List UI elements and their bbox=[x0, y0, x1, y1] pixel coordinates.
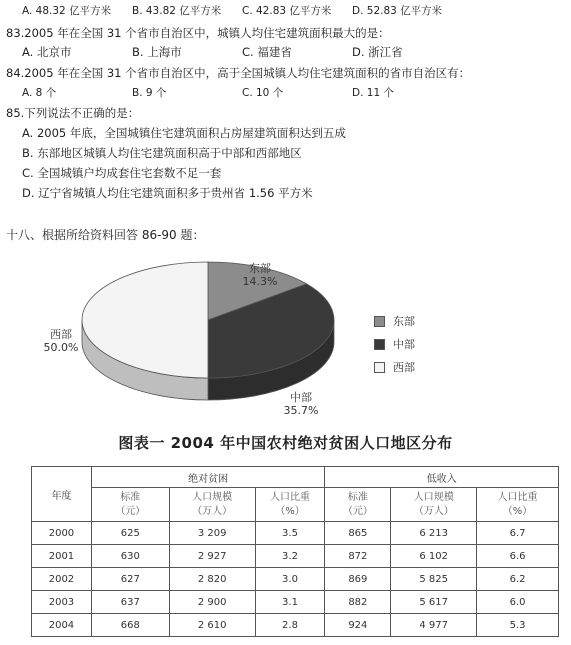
table-cell: 869 bbox=[325, 568, 391, 591]
q85-option-c: C. 全国城镇户均成套住宅套数不足一套 bbox=[22, 166, 222, 180]
table-cell: 2.8 bbox=[255, 614, 325, 637]
table-cell: 5.3 bbox=[477, 614, 559, 637]
table-sub-header-unit: （万人） bbox=[192, 505, 233, 517]
legend-item-central bbox=[374, 336, 415, 352]
table-sub-header-line: 人口规模 bbox=[192, 491, 233, 503]
table-header-year: 年度 bbox=[32, 467, 92, 522]
pie-label-west-name: 西部 bbox=[50, 328, 72, 341]
table-row bbox=[32, 522, 559, 545]
q84-option-d: D. 11 个 bbox=[352, 87, 394, 99]
table-cell: 865 bbox=[325, 522, 391, 545]
q83-option-b: B. 上海市 bbox=[132, 45, 182, 59]
table-cell: 3.1 bbox=[255, 591, 325, 614]
table-cell: 882 bbox=[325, 591, 391, 614]
table-sub-header-unit: （万人） bbox=[413, 505, 454, 517]
table-cell-year: 2003 bbox=[32, 591, 92, 614]
table-cell: 630 bbox=[91, 545, 169, 568]
table-cell: 3.2 bbox=[255, 545, 325, 568]
table-sub-header-unit: （元） bbox=[115, 505, 146, 517]
q85-option-b: B. 东部地区城镇人均住宅建筑面积高于中部和西部地区 bbox=[22, 146, 302, 160]
table-sub-header-unit: （%） bbox=[502, 505, 533, 517]
pie-label-west bbox=[36, 328, 86, 354]
table-sub-header-unit: （%） bbox=[275, 505, 305, 517]
legend-label-west: 西部 bbox=[393, 361, 415, 374]
table-sub-header-line: 标准 bbox=[347, 491, 368, 503]
table-cell: 2 820 bbox=[169, 568, 255, 591]
table-cell: 6.2 bbox=[477, 568, 559, 591]
pie-label-central-percent: 35.7% bbox=[283, 404, 319, 417]
table-sub-header-line: 标准 bbox=[120, 491, 141, 503]
legend-swatch-east bbox=[374, 316, 385, 327]
table-sub-header bbox=[255, 488, 325, 522]
table-cell: 872 bbox=[325, 545, 391, 568]
legend-swatch-west bbox=[374, 362, 385, 373]
table-cell: 924 bbox=[325, 614, 391, 637]
table-row bbox=[32, 614, 559, 637]
pie-label-east-name: 东部 bbox=[249, 262, 271, 275]
table-cell: 5 617 bbox=[391, 591, 477, 614]
q85-option-d: D. 辽宁省城镇人均住宅建筑面积多于贵州省 1.56 平方米 bbox=[22, 186, 313, 200]
q83-option-d: D. 浙江省 bbox=[352, 45, 403, 59]
table-sub-header-line: 人口比重 bbox=[497, 491, 538, 503]
q84-question: 84.2005 年在全国 31 个省市自治区中，高于全国城镇人均住宅建筑面积的省市自治区有： bbox=[6, 66, 471, 80]
table-row bbox=[32, 545, 559, 568]
table-cell: 625 bbox=[91, 522, 169, 545]
table-cell: 3.5 bbox=[255, 522, 325, 545]
table-group-header-row bbox=[32, 467, 559, 488]
q82-option-b: B. 43.82 亿平方米 bbox=[132, 5, 222, 17]
table-row bbox=[32, 591, 559, 614]
table-sub-header-row bbox=[32, 488, 559, 522]
q85-option-a: A. 2005 年底，全国城镇住宅建筑面积占房屋建筑面积达到五成 bbox=[22, 126, 346, 140]
q83-option-c: C. 福建省 bbox=[242, 45, 292, 59]
q82-option-c: C. 42.83 亿平方米 bbox=[242, 5, 332, 17]
table-cell-year: 2004 bbox=[32, 614, 92, 637]
chart-title: 图表一 2004 年中国农村绝对贫困人口地区分布 bbox=[118, 434, 453, 452]
table-cell-year: 2001 bbox=[32, 545, 92, 568]
legend-label-central: 中部 bbox=[393, 338, 415, 351]
q82-option-a: A. 48.32 亿平方米 bbox=[22, 5, 112, 17]
poverty-table bbox=[31, 466, 559, 637]
table-cell: 627 bbox=[91, 568, 169, 591]
table-cell: 668 bbox=[91, 614, 169, 637]
pie-label-central-name: 中部 bbox=[290, 391, 312, 404]
table-cell: 6 213 bbox=[391, 522, 477, 545]
table-cell: 2 927 bbox=[169, 545, 255, 568]
pie-label-west-percent: 50.0% bbox=[43, 341, 79, 354]
q84-option-c: C. 10 个 bbox=[242, 87, 284, 99]
table-cell: 6.7 bbox=[477, 522, 559, 545]
pie-label-central bbox=[276, 391, 326, 417]
table-header-low-income: 低收入 bbox=[325, 467, 559, 488]
table-body bbox=[32, 522, 559, 637]
legend-label-east: 东部 bbox=[393, 315, 415, 328]
table-header-absolute-poverty: 绝对贫困 bbox=[91, 467, 325, 488]
table-cell: 3.0 bbox=[255, 568, 325, 591]
table-cell-year: 2002 bbox=[32, 568, 92, 591]
table-cell: 5 825 bbox=[391, 568, 477, 591]
table-sub-header bbox=[477, 488, 559, 522]
section-18-heading: 十八、根据所给资料回答 86-90 题： bbox=[6, 228, 205, 242]
legend-item-west bbox=[374, 359, 415, 375]
q83-question: 83.2005 年在全国 31 个省市自治区中，城镇人均住宅建筑面积最大的是： bbox=[6, 26, 390, 40]
table-cell: 2 900 bbox=[169, 591, 255, 614]
table-cell: 4 977 bbox=[391, 614, 477, 637]
table-sub-header-unit: （元） bbox=[342, 505, 373, 517]
table-cell: 6.0 bbox=[477, 591, 559, 614]
legend-swatch-central bbox=[374, 339, 385, 350]
q83-option-a: A. 北京市 bbox=[22, 45, 72, 59]
table-sub-header bbox=[169, 488, 255, 522]
table-row bbox=[32, 568, 559, 591]
table-cell: 6 102 bbox=[391, 545, 477, 568]
q85-question: 85.下列说法不正确的是： bbox=[6, 106, 140, 120]
table-sub-header-line: 人口规模 bbox=[413, 491, 454, 503]
legend-item-east bbox=[374, 313, 415, 329]
q84-option-a: A. 8 个 bbox=[22, 87, 57, 99]
q84-option-b: B. 9 个 bbox=[132, 87, 167, 99]
table-cell: 637 bbox=[91, 591, 169, 614]
table-cell: 6.6 bbox=[477, 545, 559, 568]
table-sub-header bbox=[391, 488, 477, 522]
table-sub-header-line: 人口比重 bbox=[269, 491, 310, 503]
table-cell-year: 2000 bbox=[32, 522, 92, 545]
q82-option-d: D. 52.83 亿平方米 bbox=[352, 5, 443, 17]
table-sub-header bbox=[91, 488, 169, 522]
table-cell: 2 610 bbox=[169, 614, 255, 637]
table-cell: 3 209 bbox=[169, 522, 255, 545]
pie-label-east-percent: 14.3% bbox=[242, 275, 278, 288]
table-sub-header bbox=[325, 488, 391, 522]
pie-label-east bbox=[232, 262, 288, 288]
